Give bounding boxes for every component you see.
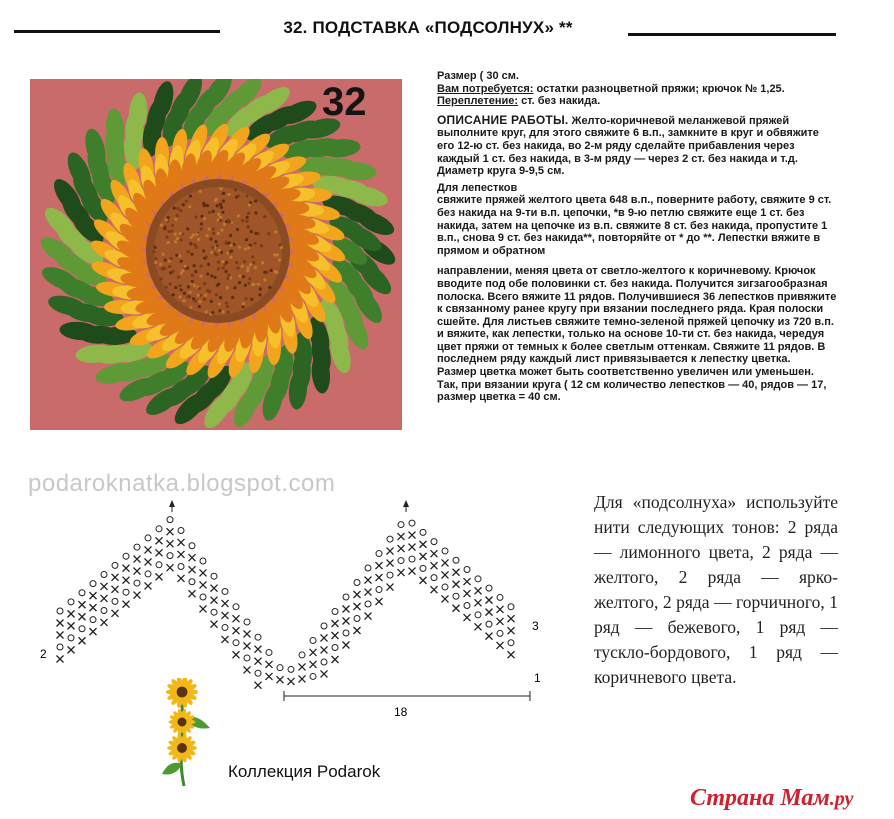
weave-line: Переплетение: ст. без накида.	[437, 95, 601, 108]
site-logo-suffix: .ру	[829, 788, 854, 810]
petals-heading: Для лепестков	[437, 181, 518, 194]
chart-row-label-1: 1	[534, 671, 541, 685]
blog-watermark: podaroknatka.blogspot.com	[28, 470, 336, 497]
page-title: 32. ПОДСТАВКА «ПОДСОЛНУХ» **	[283, 18, 573, 37]
sunflower-photo	[30, 79, 402, 430]
header-rule-right	[628, 33, 836, 36]
chart-row-label-2: 2	[40, 647, 47, 661]
site-logo-main: Страна Мам	[690, 785, 830, 811]
size-note: Размер цветка может быть соответственно увеличен или уменьшен. Так, при вязании круга ( 12 см количество лепестков — 40, рядов — 17, размер цветка = 40 см.	[437, 366, 827, 404]
materials-line: Вам потребуется: остатки разноцветной пряжи; крючок № 1,25.	[437, 82, 785, 95]
photo-number: 32	[322, 80, 367, 124]
size-line: Размер ( 30 см.	[437, 70, 519, 82]
chart-row-label-3: 3	[532, 619, 539, 633]
petal	[275, 201, 309, 215]
yarn-tones-text: Для «подсолнуха» используйте нити следующих тонов: 2 ряда — лимонного цвета, 2 ряда — желтого, 2 ряда — ярко-желтого, 2 ряда — горчичного, 1 ряд — бежевого, 1 ряд — тускло-бордового, 1 ряд — коричневого цвета.	[594, 492, 838, 687]
pattern-description	[437, 70, 837, 404]
site-logo[interactable]	[690, 785, 853, 812]
sunflower-decoration-icon	[158, 678, 216, 790]
collection-caption: Коллекция Podarok	[228, 762, 381, 781]
petal	[254, 308, 268, 342]
work-paragraph: ОПИСАНИЕ РАБОТЫ. Желто-коричневой меланжевой пряжей выполните круг, для этого свяжите 6 в.п., замкните в круг и обвяжите его 12-ю ст. без накида, во 2-м ряду сделайте прибавления через каждый 1 ст. без накида, в 3-м ряду — через 2 ст. без накида и т.д. Диаметр круга 9-9,5 см.	[437, 112, 819, 178]
sunflower-illustration	[30, 79, 402, 430]
chart-width-label: 18	[394, 705, 408, 719]
crochet-zigzag-chart	[36, 498, 556, 726]
petals-paragraph-continued: направлении, меняя цвета от светло-желтого к коричневому. Крючок вводите под обе половинки ст. без накида. Получится зигзагообразная полоска. Всего вяжите 11 рядов. Получившиеся 36 лепестков привяжите к связанному ранее кругу при вязании последнего ряда. Края полоски сшейте. Для листьев свяжите темно-зеленой пряжей цепочку из 720 в.п. и вяжите, как лепестки, только на основе 10-ти ст. без накида, чередуя цвет пряжи от темных к более светлым оттенкам. Свяжите 11 рядов. В последнем ряду каждый лист привязывается к лепестку цветка.	[437, 265, 837, 366]
petal	[168, 160, 182, 194]
petal	[127, 287, 161, 301]
header-rule-left	[14, 30, 220, 33]
petals-paragraph: свяжите пряжей желтого цвета 648 в.п., поверните работу, свяжите 9 ст. без накида на 9-ти в.п. цепочки, *в 9-ю петлю свяжите еще 1 ст. без накида, затем на цепочке из в.п. свяжите 8 ст. без накида, пропустите 1 в.п., снова 9 ст. без накида**, повторяйте от * до **. Лепестки вяжите в прямом и обратном	[437, 194, 832, 257]
chart-stitches	[57, 500, 515, 689]
